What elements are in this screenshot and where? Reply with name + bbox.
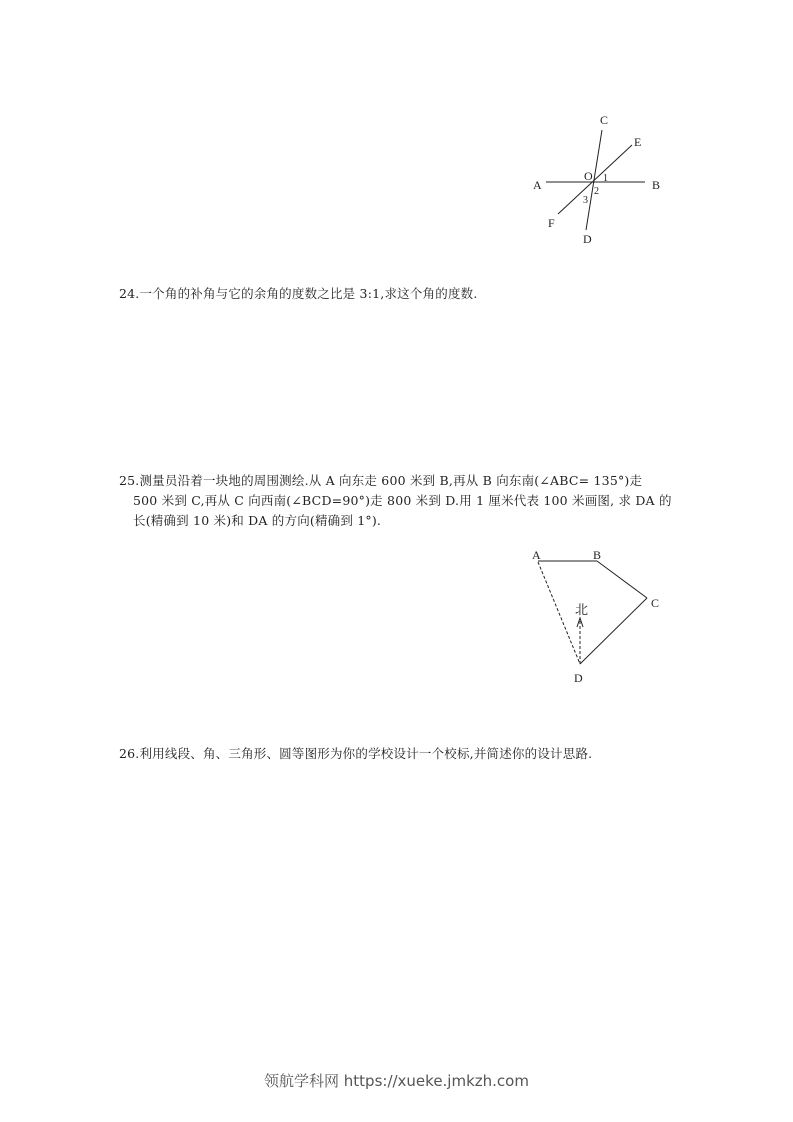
label-a2: A [532,548,541,562]
question-text: 测量员沿着一块地的周围测绘.从 A 向东走 600 米到 B,再从 B 向东南(∠ABC= 135°)走 [139,473,643,488]
segment-cd [580,598,647,664]
footer-watermark: 领航学科网 https://xueke.jmkzh.com [264,1072,529,1090]
line-ef [558,145,632,214]
segment-bc [597,561,647,598]
question-26 [119,744,592,764]
question-24 [119,284,478,304]
question-25 [119,471,672,531]
label-b: B [652,178,661,192]
segment-da-dashed [538,562,580,664]
label-b2: B [593,548,602,562]
question-text: 利用线段、角、三角形、圆等图形为你的学校设计一个校标,并简述你的设计思路. [139,746,593,761]
question-25-line-1 [119,471,672,491]
label-o: O [584,169,593,183]
question-24-line-1 [119,284,478,304]
label-d: D [583,232,592,246]
question-25-line-3: 长(精确到 10 米)和 DA 的方向(精确到 1°). [133,513,382,528]
question-26-line-1 [119,744,592,764]
label-c2: C [651,596,660,610]
label-north: 北 [575,603,589,618]
question-number: 24. [119,286,140,301]
label-d2: D [574,671,583,685]
label-f: F [548,216,555,230]
label-e: E [634,135,642,149]
label-a: A [533,178,542,192]
label-c: C [600,113,609,127]
label-angle1: 1 [603,173,608,184]
label-angle3: 3 [583,195,588,206]
label-angle2: 2 [594,186,599,197]
question-number: 26. [119,746,140,761]
question-number: 25. [119,473,140,488]
question-text: 一个角的补角与它的余角的度数之比是 3:1,求这个角的度数. [139,286,478,301]
figure-survey-path [532,548,659,685]
question-25-line-2: 500 米到 C,再从 C 向西南(∠BCD=90°)走 800 米到 D.用 1 厘米代表 100 米画图, 求 DA 的 [133,493,672,508]
